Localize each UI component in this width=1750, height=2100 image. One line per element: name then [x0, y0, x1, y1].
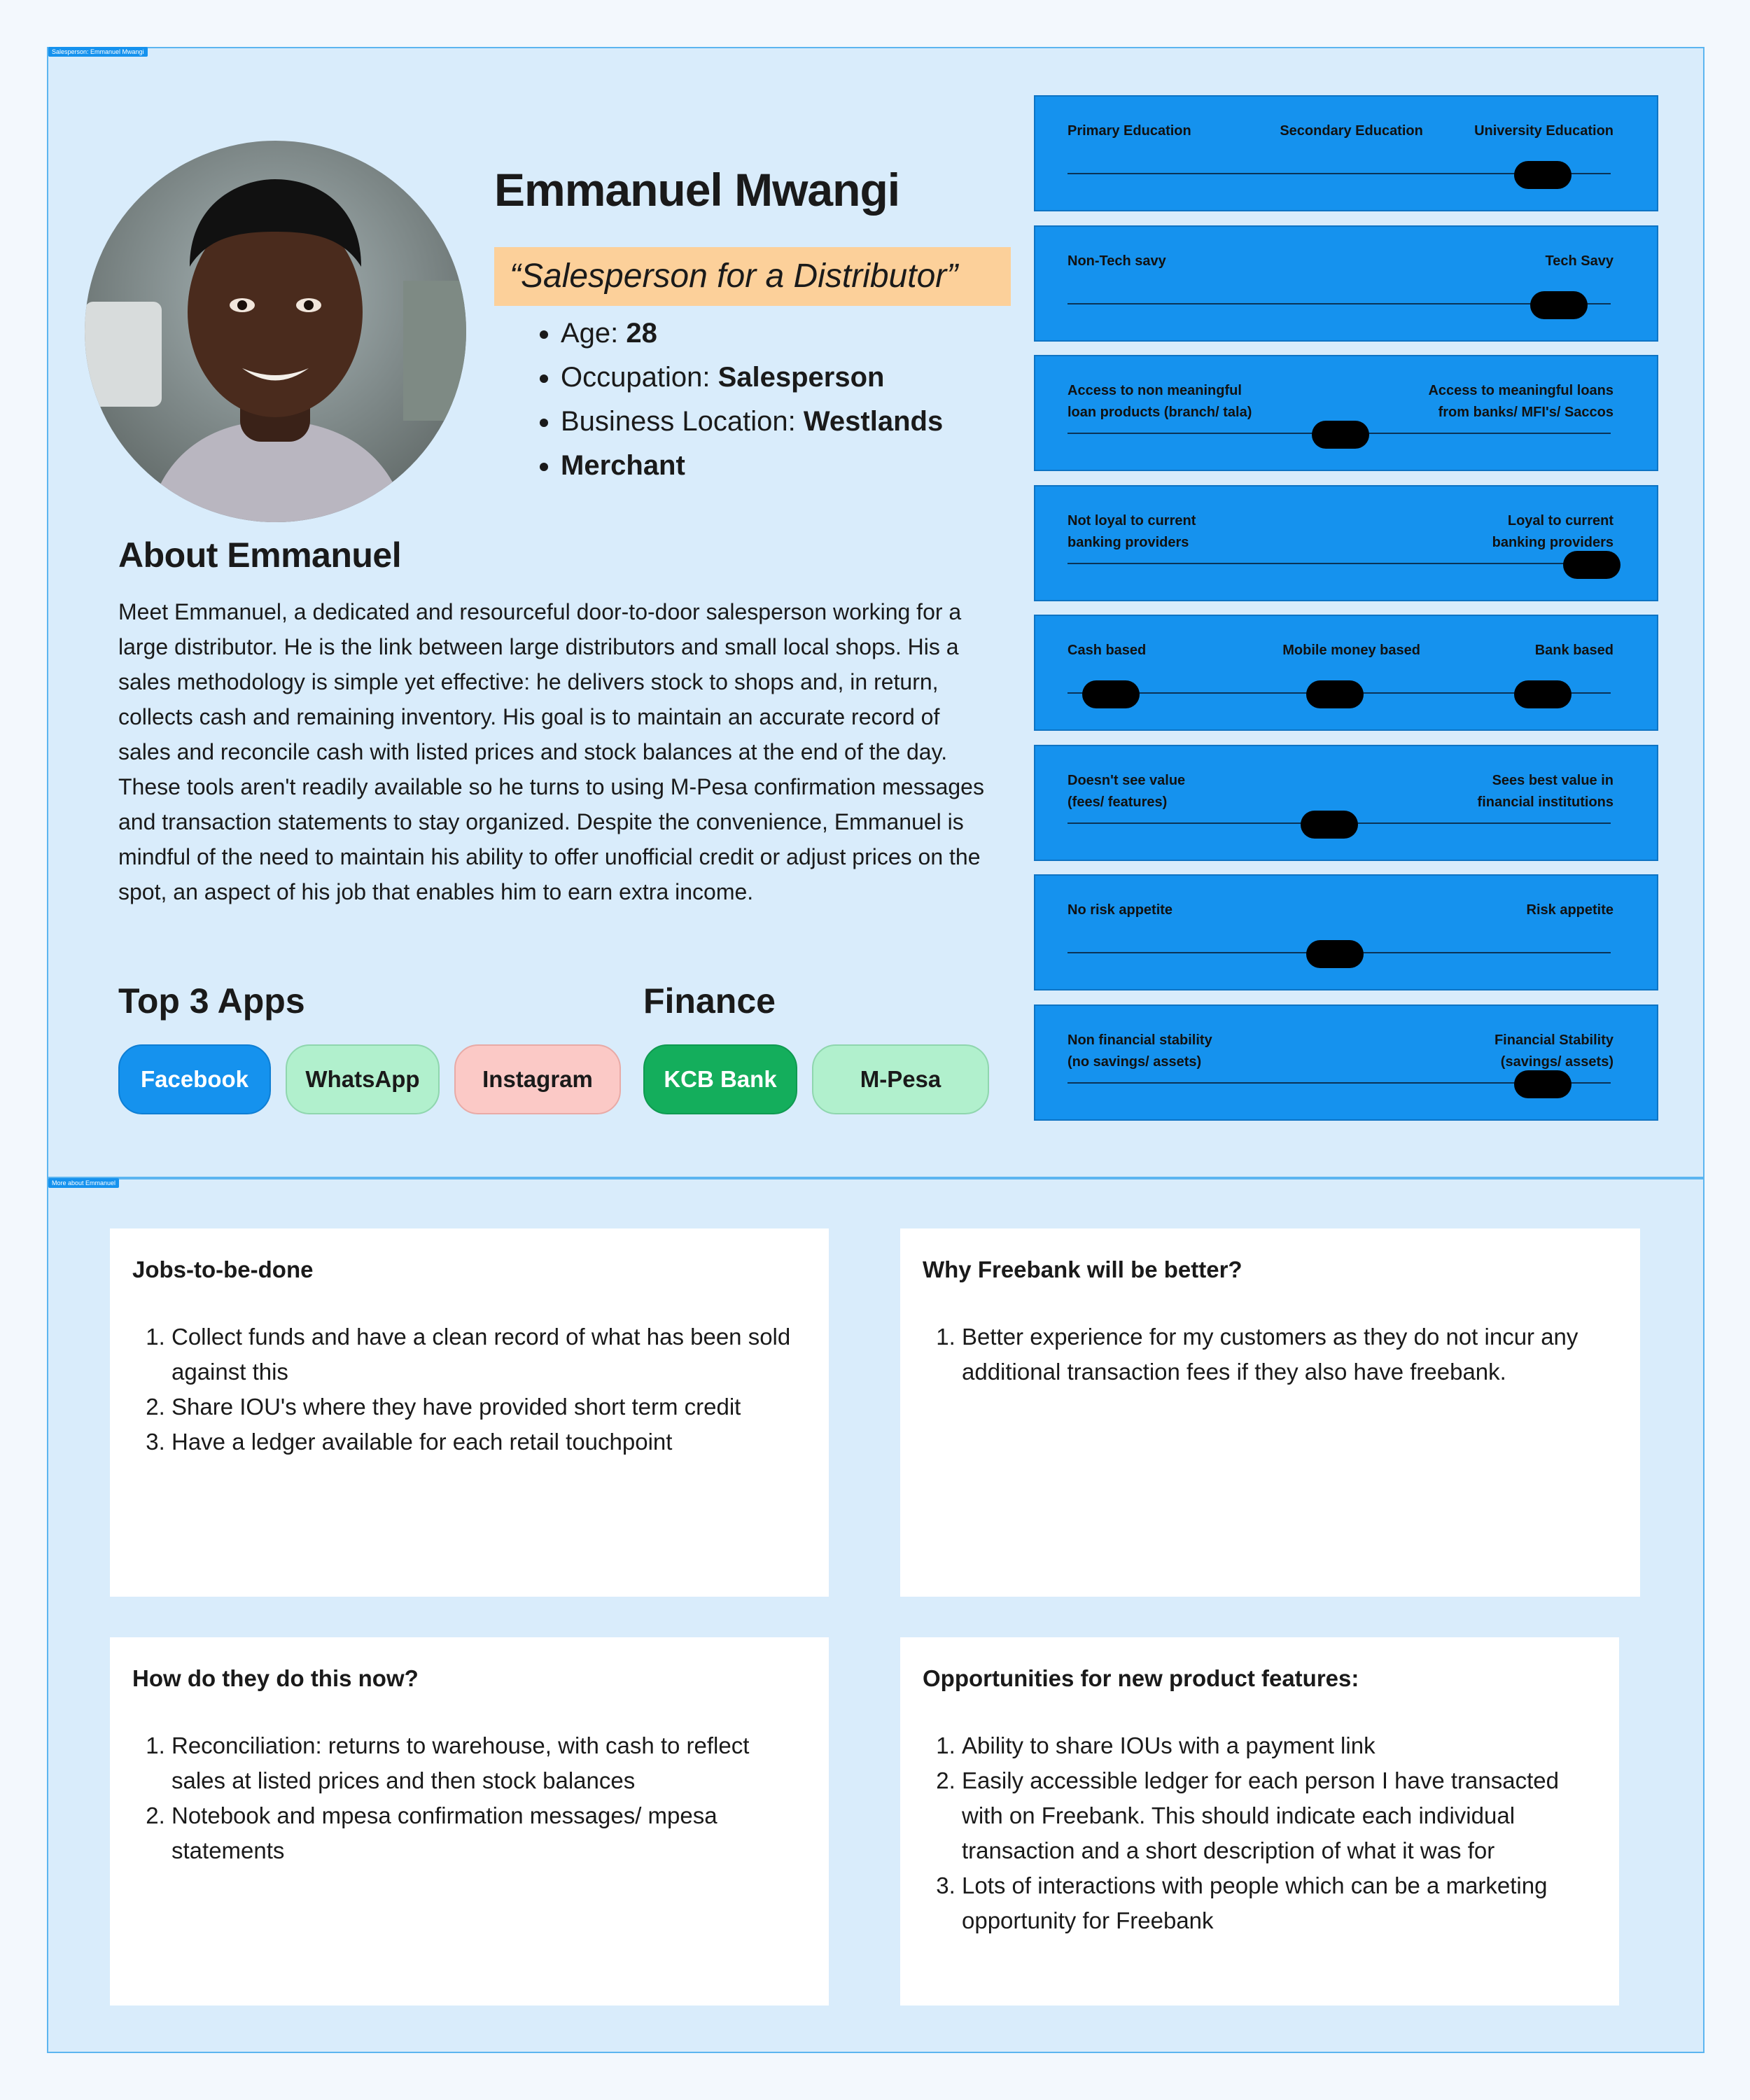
- slider-knob[interactable]: [1514, 161, 1572, 189]
- fact-type: • Merchant: [561, 444, 943, 488]
- slider-label: Access to non meaningful loan products (branch/ tala): [1068, 383, 1252, 420]
- jobs-card: [110, 1228, 829, 1597]
- slider-knob[interactable]: [1563, 551, 1620, 579]
- list-item: 3. Lots of interactions with people which can be a marketing opportunity for Freebank: [962, 1868, 1597, 1938]
- slider-knob[interactable]: [1514, 1070, 1572, 1098]
- list-item: 1. Better experience for my customers as they do not incur any additional transaction fees if they also have freebank.: [962, 1320, 1618, 1390]
- persona-frame: [47, 47, 1704, 1178]
- slider-label: Bank based: [1534, 643, 1614, 658]
- list-item: 2. Notebook and mpesa confirmation messages/ mpesa statements: [172, 1798, 806, 1868]
- slider-label: Risk appetite: [1526, 902, 1614, 918]
- card-title: Why Freebank will be better?: [923, 1256, 1242, 1282]
- list-item: 1. Reconciliation: returns to warehouse, with cash to reflect sales at listed prices and then stock balances: [172, 1728, 806, 1798]
- slider-knob[interactable]: [1306, 940, 1364, 968]
- finance-title: Finance: [643, 981, 776, 1021]
- slider-knob[interactable]: [1530, 291, 1588, 319]
- finance-kcb-bank[interactable]: KCB Bank: [643, 1044, 797, 1114]
- slider-label: Tech Savy: [1545, 253, 1614, 269]
- apps-title: Top 3 Apps: [118, 981, 305, 1021]
- current-process-card: [110, 1637, 829, 2005]
- portrait-image: [85, 141, 466, 522]
- slider-label: Access to meaningful loans from banks/ MFI's/ Saccos: [1428, 383, 1614, 420]
- card-list: [132, 1320, 806, 1460]
- card-title: How do they do this now?: [132, 1665, 419, 1691]
- fact-age: • Age: 28: [561, 312, 943, 356]
- frame-label[interactable]: More about Emmanuel: [48, 1178, 119, 1188]
- slider-label: No risk appetite: [1068, 902, 1173, 918]
- card-title: Opportunities for new product features:: [923, 1665, 1359, 1691]
- slider-label: Non financial stability (no savings/ assets): [1068, 1032, 1212, 1070]
- details-frame: [47, 1178, 1704, 2053]
- persona-tagline: “Salesperson for a Distributor”: [494, 247, 1011, 306]
- list-item: 1. Collect funds and have a clean record of what has been sold against this: [172, 1320, 806, 1390]
- slider-label: Non-Tech savy: [1068, 253, 1166, 269]
- slider-label: Sees best value in financial institutions: [1477, 773, 1614, 810]
- persona-facts: [540, 312, 943, 488]
- card-list: [132, 1728, 806, 1868]
- attribute-slider: [1034, 1004, 1658, 1121]
- list-item: 1. Ability to share IOUs with a payment link: [962, 1728, 1597, 1763]
- attribute-slider: [1034, 485, 1658, 601]
- about-text: Meet Emmanuel, a dedicated and resourceful door-to-door salesperson working for a large distributor. He is the link between large distributors and small local shops. His a sales methodology is simple yet effective: he delivers stock to shops and, in return, collects cash and remaining inventory. His goal is to maintain an accurate record of sales and reconcile cash with listed prices and stock balances at the end of the day. These tools aren't readily available so he turns to using M-Pesa confirmation messages and transaction statements to stay organized. Despite the convenience, Emmanuel is mindful of the need to maintain his ability to offer unofficial credit or adjust prices on the spot, an aspect of his job that enables him to earn extra income.: [118, 599, 984, 904]
- frame-label[interactable]: Salesperson: Emmanuel Mwangi: [48, 47, 148, 57]
- attribute-slider: [1034, 225, 1658, 342]
- slider-label: Not loyal to current banking providers: [1068, 513, 1196, 550]
- opportunities-card: [900, 1637, 1619, 2005]
- slider-label: Financial Stability (savings/ assets): [1494, 1032, 1614, 1070]
- slider-label: University Education: [1474, 123, 1614, 139]
- attribute-slider: [1034, 355, 1658, 471]
- attribute-slider: [1034, 745, 1658, 861]
- why-freebank-card: [900, 1228, 1640, 1597]
- fact-occupation: • Occupation: Salesperson: [561, 356, 943, 400]
- card-title: Jobs-to-be-done: [132, 1256, 314, 1282]
- fact-location: • Business Location: Westlands: [561, 400, 943, 444]
- slider-knob[interactable]: [1514, 680, 1572, 708]
- slider-track: [1068, 303, 1611, 304]
- slider-label: Cash based: [1068, 643, 1147, 658]
- slider-knob[interactable]: [1301, 811, 1358, 839]
- finance-mpesa[interactable]: M-Pesa: [812, 1044, 989, 1114]
- list-item: 2. Share IOU's where they have provided short term credit: [172, 1390, 806, 1424]
- attribute-slider: [1034, 615, 1658, 731]
- slider-knob[interactable]: [1312, 421, 1369, 449]
- card-list: [923, 1320, 1618, 1390]
- about-title: About Emmanuel: [118, 536, 402, 575]
- attribute-slider: [1034, 874, 1658, 990]
- slider-label: Loyal to current banking providers: [1492, 513, 1614, 550]
- card-list: [923, 1728, 1597, 1938]
- app-facebook[interactable]: Facebook: [118, 1044, 271, 1114]
- attribute-slider: [1034, 95, 1658, 211]
- persona-name: Emmanuel Mwangi: [494, 164, 900, 216]
- slider-label: Doesn't see value (fees/ features): [1068, 773, 1186, 810]
- list-item: 2. Easily accessible ledger for each person I have transacted with on Freebank. This should indicate each individual transaction and a short description of what it was for: [962, 1763, 1597, 1868]
- slider-knob[interactable]: [1082, 680, 1140, 708]
- slider-track: [1068, 563, 1611, 564]
- avatar: [85, 141, 466, 522]
- slider-label: Secondary Education: [1280, 123, 1423, 139]
- list-item: 3. Have a ledger available for each retail touchpoint: [172, 1424, 806, 1460]
- app-whatsapp[interactable]: WhatsApp: [286, 1044, 440, 1114]
- app-instagram[interactable]: Instagram: [454, 1044, 621, 1114]
- slider-label: Mobile money based: [1282, 643, 1420, 658]
- slider-knob[interactable]: [1306, 680, 1364, 708]
- slider-label: Primary Education: [1068, 123, 1191, 139]
